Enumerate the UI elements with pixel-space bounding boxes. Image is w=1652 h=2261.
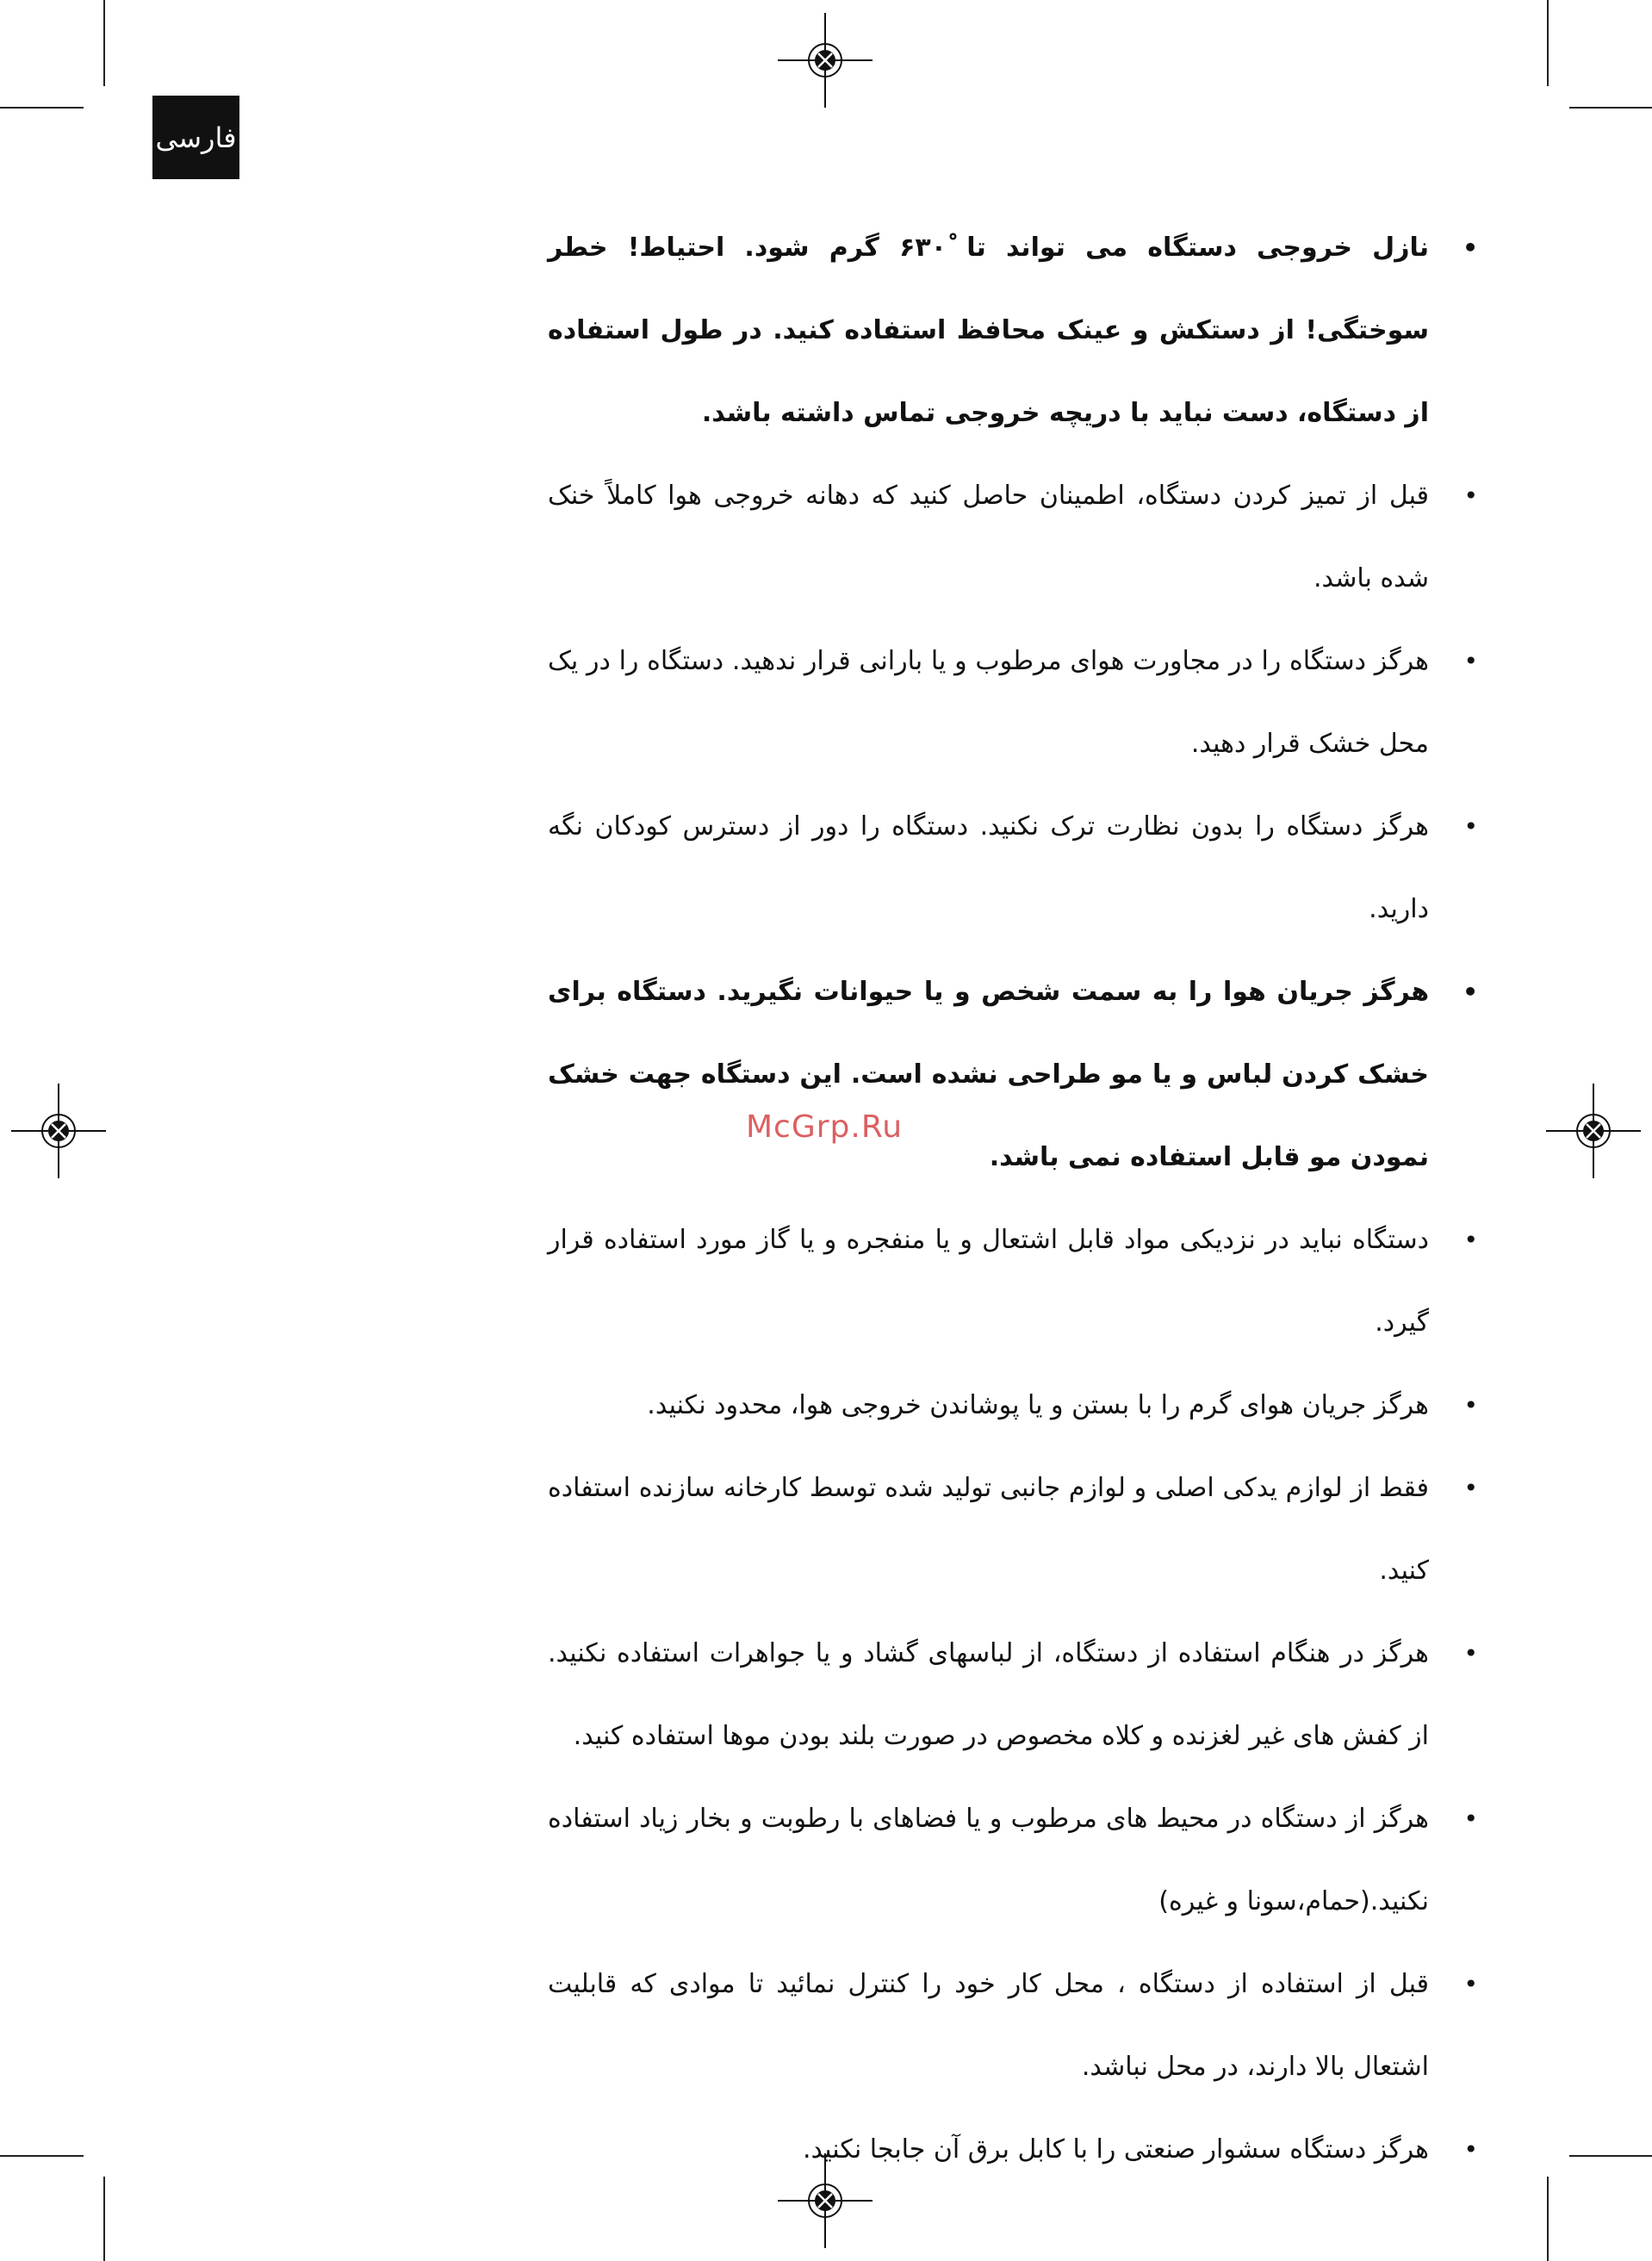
- language-tab: [152, 96, 239, 179]
- list-item-text: هرگز از دستگاه در محیط های مرطوب و یا فضاهای با رطوبت و بخار زیاد استفاده نکنید.(حمام،سونا و غیره): [548, 1804, 1429, 1916]
- crop-mark-bottom-left-vertical: [103, 2177, 105, 2261]
- list-item-text: هرگز دستگاه را بدون نظارت ترک نکنید. دستگاه را دور از دسترس کودکان نگه دارید.: [548, 811, 1429, 924]
- bullet-icon: •: [1463, 2135, 1478, 2164]
- registration-mark-right: [1546, 1084, 1641, 1178]
- language-tab-label: فارسی: [155, 121, 237, 154]
- bullet-icon: •: [1463, 1391, 1478, 1419]
- bullet-icon: •: [1463, 1804, 1478, 1833]
- crop-mark-bottom-right-vertical: [1547, 2177, 1549, 2261]
- list-item: [548, 1778, 1478, 1943]
- watermark: McGrp.Ru: [746, 1109, 904, 1145]
- bullet-icon: •: [1463, 1639, 1478, 1668]
- list-item: [548, 620, 1478, 786]
- crop-mark-bottom-left-horizontal: [0, 2155, 84, 2157]
- list-item-text: هرگز دستگاه سشوار صنعتی را با کابل برق آن جابجا نکنید.: [802, 2134, 1429, 2165]
- list-item: [548, 207, 1478, 455]
- list-item: [548, 786, 1478, 951]
- list-item: [548, 1943, 1478, 2109]
- crop-mark-top-left-horizontal: [0, 107, 84, 109]
- bullet-icon: •: [1463, 647, 1478, 675]
- bullet-icon: •: [1463, 1474, 1478, 1502]
- crop-mark-top-right-horizontal: [1569, 107, 1652, 109]
- bullet-icon: •: [1463, 812, 1478, 841]
- list-item-text: فقط از لوازم یدکی اصلی و لوازم جانبی تولید شده توسط کارخانه سازنده استفاده کنید.: [548, 1473, 1429, 1586]
- bullet-icon: •: [1463, 978, 1478, 1006]
- list-item: [548, 1199, 1478, 1364]
- list-item-text: دستگاه نباید در نزدیکی مواد قابل اشتعال و یا منفجره و یا گاز مورد استفاده قرار گیرد.: [548, 1225, 1429, 1338]
- list-item-text: هرگز دستگاه را در مجاورت هوای مرطوب و یا بارانی قرار ندهید. دستگاه را در یک محل خشک قرار دهید.: [548, 646, 1429, 759]
- list-item-text: هرگز در هنگام استفاده از دستگاه، از لباسهای گشاد و یا جواهرات استفاده نکنید. از کفش های غیر لغزنده و کلاه مخصوص در صورت بلند بودن موها استفاده کنید.: [548, 1638, 1429, 1751]
- list-item-text: نازل خروجی دستگاه می تواند تا ۶۳۰ْ گرم شود. احتیاط! خطر سوختگی! از دستکش و عینک محافظ استفاده کنید. در طول استفاده از دستگاه، دست نباید با دریچه خروجی تماس داشته باشد.: [548, 233, 1430, 428]
- list-item: [548, 1364, 1478, 1447]
- safety-instructions-list: [548, 207, 1478, 2191]
- crop-mark-top-left-vertical: [103, 0, 105, 86]
- list-item-text: قبل از تمیز کردن دستگاه، اطمینان حاصل کنید که دهانه خروجی هوا کاملاً خنک شده باشد.: [548, 481, 1429, 593]
- bullet-icon: •: [1463, 233, 1478, 262]
- list-item: [548, 455, 1478, 620]
- list-item-text: قبل از استفاده از دستگاه ، محل کار خود را کنترل نمائید تا موادی که قابلیت اشتعال بالا دارند، در محل نباشد.: [548, 1969, 1429, 2082]
- crop-mark-bottom-right-horizontal: [1569, 2155, 1652, 2157]
- bullet-icon: •: [1463, 1226, 1478, 1254]
- list-item: [548, 951, 1478, 1199]
- list-item: [548, 1612, 1478, 1778]
- crop-mark-top-right-vertical: [1547, 0, 1549, 86]
- registration-mark-top: [778, 13, 873, 108]
- list-item-text: هرگز جریان هوا را به سمت شخص و یا حیوانات نگیرید. دستگاه برای خشک کردن لباس و یا مو طراحی نشده است. این دستگاه جهت خشک نمودن مو قابل استفاده نمی باشد.: [548, 977, 1429, 1172]
- list-item: [548, 1447, 1478, 1612]
- list-item: [548, 2109, 1478, 2191]
- list-item-text: هرگز جریان هوای گرم را با بستن و یا پوشاندن خروجی هوا، محدود نکنید.: [647, 1390, 1429, 1420]
- registration-mark-left: [11, 1084, 106, 1178]
- bullet-icon: •: [1463, 481, 1478, 510]
- bullet-icon: •: [1463, 1970, 1478, 1998]
